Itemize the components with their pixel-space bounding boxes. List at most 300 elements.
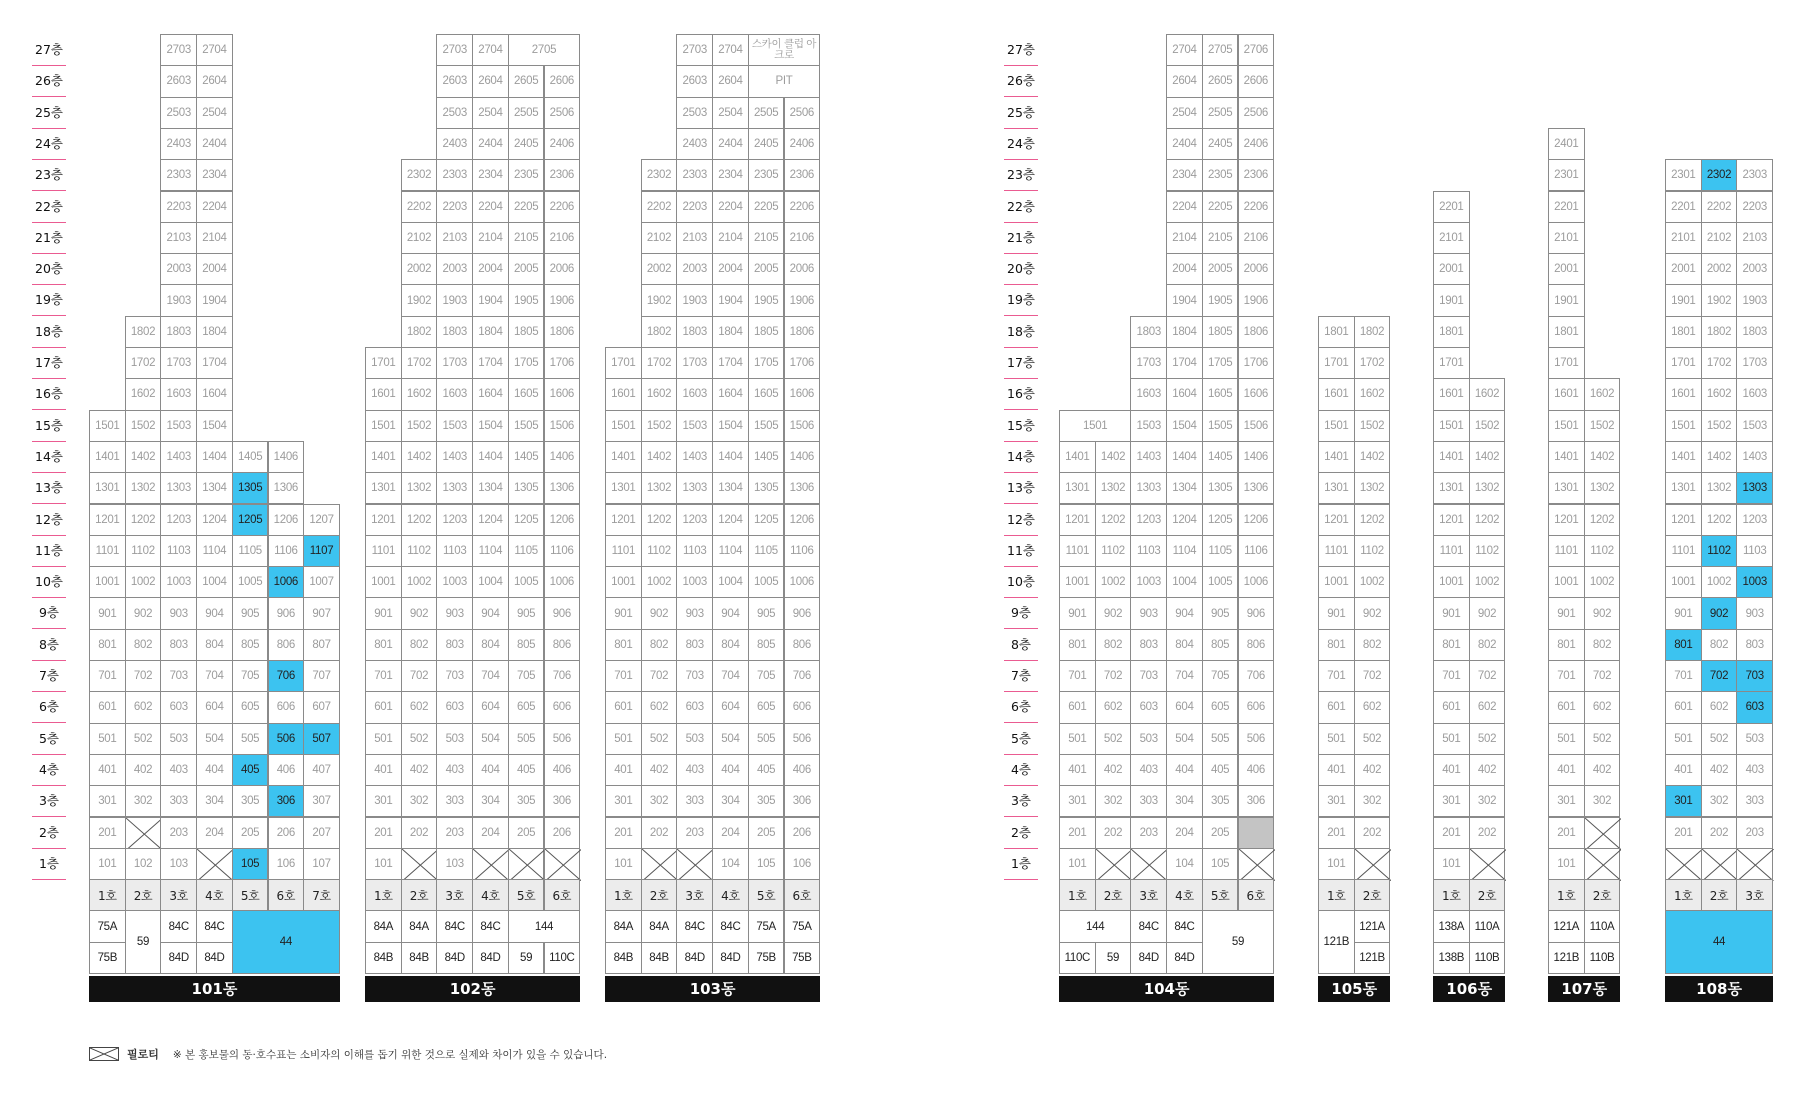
unit-cell[interactable]: 2106 [544, 222, 581, 254]
unit-cell[interactable]: 1901 [1665, 284, 1702, 316]
unit-cell[interactable]: 2704 [472, 34, 509, 66]
unit-cell[interactable]: 204 [196, 817, 233, 849]
unit-cell[interactable]: 101 [1318, 848, 1355, 880]
unit-cell[interactable]: 706 [784, 660, 821, 692]
unit-cell[interactable]: 904 [1166, 597, 1203, 629]
unit-cell[interactable]: 602 [1095, 691, 1132, 723]
unit-cell[interactable]: 1003 [436, 566, 473, 598]
unit-cell[interactable]: 902 [1095, 597, 1132, 629]
unit-cell[interactable]: 1104 [1166, 535, 1203, 567]
unit-cell[interactable]: 203 [436, 817, 473, 849]
unit-cell[interactable]: 2303 [1736, 159, 1773, 191]
unit-cell[interactable]: 1601 [605, 378, 642, 410]
unit-cell[interactable]: 901 [89, 597, 126, 629]
unit-cell[interactable]: 1304 [472, 472, 509, 504]
unit-cell[interactable]: 1704 [472, 347, 509, 379]
unit-cell[interactable]: 2101 [1665, 222, 1702, 254]
unit-cell[interactable]: 1701 [1318, 347, 1355, 379]
unit-cell[interactable]: 1203 [160, 504, 197, 536]
unit-cell[interactable]: 1102 [641, 535, 678, 567]
unit-cell[interactable]: 1202 [641, 504, 678, 536]
unit-cell[interactable]: 2404 [1166, 128, 1203, 160]
unit-cell[interactable]: 403 [160, 754, 197, 786]
unit-cell[interactable]: 701 [1548, 660, 1585, 692]
unit-cell[interactable]: 1306 [784, 472, 821, 504]
unit-cell[interactable]: 105 [232, 848, 269, 880]
unit-cell[interactable]: 301 [1548, 785, 1585, 817]
unit-cell[interactable]: 1701 [1433, 347, 1470, 379]
unit-cell[interactable]: 403 [1130, 754, 1167, 786]
unit-cell[interactable]: 907 [303, 597, 340, 629]
unit-cell[interactable]: 1005 [1202, 566, 1239, 598]
unit-cell[interactable]: 901 [1318, 597, 1355, 629]
unit-cell[interactable]: 701 [365, 660, 402, 692]
unit-cell[interactable]: 804 [712, 629, 749, 661]
unit-cell[interactable]: 803 [1130, 629, 1167, 661]
unit-cell[interactable]: 906 [268, 597, 305, 629]
unit-cell[interactable]: 1002 [641, 566, 678, 598]
unit-cell[interactable]: 805 [748, 629, 785, 661]
unit-cell[interactable]: 2106 [1238, 222, 1275, 254]
unit-cell[interactable]: 2506 [784, 97, 821, 129]
unit-cell[interactable]: 2003 [160, 253, 197, 285]
unit-cell[interactable]: 706 [1238, 660, 1275, 692]
unit-cell[interactable]: 2504 [196, 97, 233, 129]
unit-cell[interactable]: 1203 [1130, 504, 1167, 536]
unit-cell[interactable]: 1701 [1548, 347, 1585, 379]
unit-cell[interactable]: 1102 [1469, 535, 1506, 567]
unit-cell[interactable]: 705 [1202, 660, 1239, 692]
unit-cell[interactable]: 404 [1166, 754, 1203, 786]
unit-cell[interactable]: 1002 [401, 566, 438, 598]
unit-cell[interactable]: 1001 [365, 566, 402, 598]
unit-cell[interactable]: 1402 [401, 441, 438, 473]
unit-cell[interactable]: 507 [303, 723, 340, 755]
unit-cell[interactable]: 2005 [748, 253, 785, 285]
unit-cell[interactable]: 1202 [1095, 504, 1132, 536]
unit-cell[interactable]: 1505 [508, 410, 545, 442]
unit-cell[interactable]: 803 [436, 629, 473, 661]
unit-cell[interactable]: 1101 [1059, 535, 1096, 567]
unit-cell[interactable]: 2406 [784, 128, 821, 160]
unit-cell[interactable]: 207 [303, 817, 340, 849]
unit-cell[interactable]: 1701 [365, 347, 402, 379]
unit-cell[interactable]: 302 [1354, 785, 1391, 817]
unit-cell[interactable]: 1302 [1584, 472, 1621, 504]
unit-cell[interactable]: 2001 [1433, 253, 1470, 285]
unit-cell[interactable]: 2404 [472, 128, 509, 160]
unit-cell[interactable]: 1203 [436, 504, 473, 536]
unit-cell[interactable]: 802 [1354, 629, 1391, 661]
unit-cell[interactable]: 707 [303, 660, 340, 692]
unit-cell[interactable]: 701 [605, 660, 642, 692]
unit-cell[interactable]: 2305 [508, 159, 545, 191]
unit-cell[interactable]: 703 [1130, 660, 1167, 692]
unit-cell[interactable]: 201 [1665, 817, 1702, 849]
unit-cell[interactable]: 1703 [676, 347, 713, 379]
unit-cell[interactable]: 1201 [1433, 504, 1470, 536]
unit-cell[interactable]: 502 [1584, 723, 1621, 755]
unit-cell[interactable]: 1103 [676, 535, 713, 567]
unit-cell[interactable]: 902 [1701, 597, 1738, 629]
unit-cell[interactable]: 1504 [472, 410, 509, 442]
unit-cell[interactable]: 1303 [160, 472, 197, 504]
unit-cell[interactable]: 1805 [508, 316, 545, 348]
unit-cell[interactable]: 606 [544, 691, 581, 723]
unit-cell[interactable]: 1204 [712, 504, 749, 536]
unit-cell[interactable]: 1504 [712, 410, 749, 442]
unit-cell[interactable]: 403 [1736, 754, 1773, 786]
unit-cell[interactable]: 1105 [748, 535, 785, 567]
unit-cell[interactable]: 1304 [712, 472, 749, 504]
unit-cell[interactable]: 305 [1202, 785, 1239, 817]
unit-cell[interactable]: 2503 [436, 97, 473, 129]
unit-cell[interactable]: 2203 [160, 191, 197, 223]
unit-cell[interactable]: 2202 [401, 191, 438, 223]
unit-cell[interactable]: 701 [1665, 660, 1702, 692]
unit-cell[interactable]: 1002 [1354, 566, 1391, 598]
unit-cell[interactable]: 2604 [1166, 65, 1203, 97]
unit-cell[interactable]: 1303 [436, 472, 473, 504]
unit-cell[interactable]: 901 [1433, 597, 1470, 629]
unit-cell[interactable]: 2306 [1238, 159, 1275, 191]
unit-cell[interactable]: 203 [1130, 817, 1167, 849]
unit-cell[interactable]: 2603 [160, 65, 197, 97]
unit-cell[interactable]: 801 [1059, 629, 1096, 661]
unit-cell[interactable]: 2101 [1548, 222, 1585, 254]
unit-cell[interactable]: 1906 [784, 284, 821, 316]
unit-cell[interactable]: 105 [748, 848, 785, 880]
unit-cell[interactable]: 1006 [1238, 566, 1275, 598]
unit-cell[interactable]: 601 [1665, 691, 1702, 723]
unit-cell[interactable]: 404 [196, 754, 233, 786]
unit-cell[interactable]: 2203 [436, 191, 473, 223]
unit-cell[interactable]: 1602 [641, 378, 678, 410]
unit-cell[interactable]: 806 [1238, 629, 1275, 661]
unit-cell[interactable]: 1205 [232, 504, 269, 536]
unit-cell[interactable]: 503 [436, 723, 473, 755]
unit-cell[interactable]: 2704 [1166, 34, 1203, 66]
unit-cell[interactable]: 1202 [1701, 504, 1738, 536]
unit-cell[interactable]: 302 [125, 785, 162, 817]
unit-cell[interactable]: 902 [1354, 597, 1391, 629]
unit-cell[interactable]: 1001 [1433, 566, 1470, 598]
unit-cell[interactable]: 1801 [1548, 316, 1585, 348]
unit-cell[interactable]: 2002 [641, 253, 678, 285]
unit-cell[interactable]: 1804 [472, 316, 509, 348]
unit-cell[interactable]: 2706 [1238, 34, 1275, 66]
unit-cell[interactable]: 804 [196, 629, 233, 661]
unit-cell[interactable]: 1105 [232, 535, 269, 567]
unit-cell[interactable]: 201 [1548, 817, 1585, 849]
unit-cell[interactable]: 1106 [268, 535, 305, 567]
unit-cell[interactable]: 2003 [436, 253, 473, 285]
unit-cell[interactable]: 703 [160, 660, 197, 692]
unit-cell[interactable]: 404 [712, 754, 749, 786]
unit-cell[interactable]: 301 [365, 785, 402, 817]
unit-cell[interactable]: 406 [268, 754, 305, 786]
unit-cell[interactable]: 402 [1354, 754, 1391, 786]
unit-cell[interactable]: 301 [1318, 785, 1355, 817]
unit-cell[interactable]: 406 [544, 754, 581, 786]
unit-cell[interactable]: 901 [365, 597, 402, 629]
unit-cell[interactable]: 206 [784, 817, 821, 849]
unit-cell[interactable]: 1203 [676, 504, 713, 536]
unit-cell[interactable]: 601 [1548, 691, 1585, 723]
unit-cell[interactable]: 1107 [303, 535, 340, 567]
unit-cell[interactable]: 1202 [1584, 504, 1621, 536]
unit-cell[interactable]: 1904 [472, 284, 509, 316]
unit-cell[interactable]: 702 [1584, 660, 1621, 692]
unit-cell[interactable]: 1505 [748, 410, 785, 442]
unit-cell[interactable]: 406 [784, 754, 821, 786]
unit-cell[interactable]: 1604 [472, 378, 509, 410]
unit-cell[interactable]: 2703 [676, 34, 713, 66]
unit-cell[interactable]: 506 [784, 723, 821, 755]
unit-cell[interactable]: 304 [1166, 785, 1203, 817]
unit-cell[interactable]: 1202 [1469, 504, 1506, 536]
unit-cell[interactable]: 2405 [508, 128, 545, 160]
unit-cell[interactable]: 1301 [1433, 472, 1470, 504]
unit-cell[interactable]: 1904 [1166, 284, 1203, 316]
unit-cell[interactable]: 902 [1469, 597, 1506, 629]
unit-cell[interactable]: 1301 [365, 472, 402, 504]
unit-cell[interactable]: 1201 [89, 504, 126, 536]
unit-cell[interactable]: 1206 [784, 504, 821, 536]
unit-cell[interactable]: 402 [641, 754, 678, 786]
unit-cell[interactable]: 1502 [1701, 410, 1738, 442]
unit-cell[interactable]: 1803 [676, 316, 713, 348]
unit-cell[interactable]: 104 [712, 848, 749, 880]
unit-cell[interactable]: 504 [196, 723, 233, 755]
unit-cell[interactable]: 602 [1701, 691, 1738, 723]
unit-cell[interactable]: 706 [268, 660, 305, 692]
unit-cell[interactable]: 305 [508, 785, 545, 817]
unit-cell[interactable]: 1403 [1736, 441, 1773, 473]
unit-cell[interactable]: 1103 [160, 535, 197, 567]
unit-cell[interactable]: 607 [303, 691, 340, 723]
unit-cell[interactable]: 1101 [365, 535, 402, 567]
unit-cell[interactable]: 1506 [544, 410, 581, 442]
unit-cell[interactable]: 1605 [748, 378, 785, 410]
unit-cell[interactable]: 704 [1166, 660, 1203, 692]
unit-cell[interactable]: 601 [365, 691, 402, 723]
unit-cell[interactable]: 302 [641, 785, 678, 817]
unit-cell[interactable]: 303 [676, 785, 713, 817]
unit-cell[interactable]: 205 [508, 817, 545, 849]
unit-cell[interactable]: 2301 [1665, 159, 1702, 191]
unit-cell[interactable]: 1702 [1354, 347, 1391, 379]
unit-cell[interactable]: 1205 [1202, 504, 1239, 536]
unit-cell[interactable]: 2001 [1665, 253, 1702, 285]
unit-cell[interactable]: 1202 [125, 504, 162, 536]
unit-cell[interactable]: 1002 [1584, 566, 1621, 598]
unit-cell[interactable]: 805 [232, 629, 269, 661]
unit-cell[interactable]: 503 [1130, 723, 1167, 755]
unit-cell[interactable]: 905 [1202, 597, 1239, 629]
unit-cell[interactable]: 1103 [436, 535, 473, 567]
unit-cell[interactable]: 704 [196, 660, 233, 692]
unit-cell[interactable]: 1204 [196, 504, 233, 536]
unit-cell[interactable]: 1402 [1095, 441, 1132, 473]
unit-cell[interactable]: 2102 [401, 222, 438, 254]
unit-cell[interactable]: 2103 [676, 222, 713, 254]
unit-cell[interactable]: 806 [268, 629, 305, 661]
unit-cell[interactable]: 201 [605, 817, 642, 849]
unit-cell[interactable]: 1802 [641, 316, 678, 348]
unit-cell[interactable]: 702 [1701, 660, 1738, 692]
unit-cell[interactable]: 2504 [712, 97, 749, 129]
unit-cell[interactable]: 1207 [303, 504, 340, 536]
unit-cell[interactable]: 801 [89, 629, 126, 661]
unit-cell[interactable]: 1605 [508, 378, 545, 410]
unit-cell[interactable]: 2202 [641, 191, 678, 223]
unit-cell[interactable]: 2002 [401, 253, 438, 285]
unit-cell[interactable]: 504 [712, 723, 749, 755]
unit-cell[interactable]: 1206 [268, 504, 305, 536]
unit-cell[interactable]: 402 [125, 754, 162, 786]
unit-cell[interactable]: 2401 [1548, 128, 1585, 160]
unit-cell[interactable]: 1903 [1736, 284, 1773, 316]
unit-cell[interactable]: 602 [401, 691, 438, 723]
unit-cell[interactable]: 1602 [1354, 378, 1391, 410]
unit-cell[interactable]: 1901 [1433, 284, 1470, 316]
unit-cell[interactable]: 2204 [472, 191, 509, 223]
unit-cell[interactable]: 605 [232, 691, 269, 723]
unit-cell[interactable]: 1605 [1202, 378, 1239, 410]
unit-cell[interactable]: 1502 [1584, 410, 1621, 442]
unit-cell[interactable]: 206 [268, 817, 305, 849]
unit-cell[interactable]: 1803 [160, 316, 197, 348]
unit-cell[interactable]: 1206 [544, 504, 581, 536]
unit-cell[interactable]: 2102 [1701, 222, 1738, 254]
unit-cell[interactable]: 1402 [1469, 441, 1506, 473]
unit-cell[interactable]: 401 [1059, 754, 1096, 786]
unit-cell[interactable]: 402 [1469, 754, 1506, 786]
unit-cell[interactable]: 1001 [1548, 566, 1585, 598]
unit-cell[interactable]: 2506 [1238, 97, 1275, 129]
unit-cell[interactable]: 203 [160, 817, 197, 849]
unit-cell[interactable]: 1602 [1469, 378, 1506, 410]
unit-cell[interactable]: 2104 [472, 222, 509, 254]
unit-cell[interactable]: 901 [605, 597, 642, 629]
unit-cell[interactable]: 603 [676, 691, 713, 723]
unit-cell[interactable]: 602 [1354, 691, 1391, 723]
unit-cell[interactable]: 2606 [544, 65, 581, 97]
unit-cell[interactable]: 505 [748, 723, 785, 755]
unit-cell[interactable]: 1303 [1130, 472, 1167, 504]
unit-cell[interactable]: 1301 [89, 472, 126, 504]
unit-cell[interactable]: 1401 [365, 441, 402, 473]
unit-cell[interactable]: 1401 [1665, 441, 1702, 473]
unit-cell[interactable]: 1706 [784, 347, 821, 379]
unit-cell[interactable]: 1801 [1318, 316, 1355, 348]
unit-cell[interactable]: 806 [784, 629, 821, 661]
unit-cell[interactable]: 605 [1202, 691, 1239, 723]
unit-cell[interactable]: 2505 [508, 97, 545, 129]
unit-cell[interactable]: 101 [365, 848, 402, 880]
unit-cell[interactable]: 402 [1701, 754, 1738, 786]
unit-cell[interactable]: 1303 [1736, 472, 1773, 504]
unit-cell[interactable]: 702 [1354, 660, 1391, 692]
unit-cell[interactable]: 605 [508, 691, 545, 723]
unit-cell[interactable]: 601 [605, 691, 642, 723]
unit-cell[interactable]: 405 [748, 754, 785, 786]
unit-cell[interactable]: 603 [1736, 691, 1773, 723]
unit-cell[interactable]: 1402 [125, 441, 162, 473]
unit-cell[interactable]: 603 [436, 691, 473, 723]
unit-cell[interactable]: 2503 [160, 97, 197, 129]
unit-cell[interactable]: 403 [436, 754, 473, 786]
unit-cell[interactable]: 101 [1548, 848, 1585, 880]
unit-cell[interactable]: 1502 [1354, 410, 1391, 442]
unit-cell[interactable]: 1903 [676, 284, 713, 316]
unit-cell[interactable]: 1003 [676, 566, 713, 598]
unit-cell[interactable]: 204 [1166, 817, 1203, 849]
unit-cell[interactable]: 2102 [641, 222, 678, 254]
unit-cell[interactable]: 1802 [125, 316, 162, 348]
unit-cell[interactable]: 1701 [1665, 347, 1702, 379]
unit-cell[interactable]: 2303 [676, 159, 713, 191]
unit-cell[interactable]: 2302 [1701, 159, 1738, 191]
unit-cell[interactable]: 1001 [605, 566, 642, 598]
unit-cell[interactable]: 1604 [1166, 378, 1203, 410]
unit-cell[interactable]: 1005 [748, 566, 785, 598]
unit-cell[interactable]: 506 [1238, 723, 1275, 755]
unit-cell[interactable]: 2605 [1202, 65, 1239, 97]
unit-cell[interactable]: 1305 [508, 472, 545, 504]
unit-cell[interactable]: 2205 [748, 191, 785, 223]
unit-cell[interactable]: 2305 [1202, 159, 1239, 191]
unit-cell[interactable]: 502 [125, 723, 162, 755]
unit-cell[interactable]: 106 [268, 848, 305, 880]
unit-cell[interactable]: 2106 [784, 222, 821, 254]
unit-cell[interactable]: 1903 [436, 284, 473, 316]
unit-cell[interactable]: 107 [303, 848, 340, 880]
unit-cell[interactable]: 1205 [508, 504, 545, 536]
unit-cell[interactable]: 1405 [232, 441, 269, 473]
unit-cell[interactable]: 505 [1202, 723, 1239, 755]
unit-cell[interactable]: 402 [1584, 754, 1621, 786]
unit-cell[interactable]: 1101 [89, 535, 126, 567]
unit-cell[interactable]: 1003 [160, 566, 197, 598]
unit-cell[interactable]: 1703 [1736, 347, 1773, 379]
unit-cell[interactable]: 1403 [1130, 441, 1167, 473]
unit-cell[interactable]: 1202 [1354, 504, 1391, 536]
unit-cell[interactable]: 2605 [508, 65, 545, 97]
unit-cell[interactable]: 1004 [712, 566, 749, 598]
unit-cell[interactable]: 902 [125, 597, 162, 629]
unit-cell[interactable]: 1901 [1548, 284, 1585, 316]
unit-cell[interactable]: 801 [365, 629, 402, 661]
unit-cell[interactable]: 2104 [1166, 222, 1203, 254]
unit-cell[interactable]: 1405 [1202, 441, 1239, 473]
unit-cell[interactable]: 305 [232, 785, 269, 817]
unit-cell[interactable]: 2403 [436, 128, 473, 160]
unit-cell[interactable]: 505 [232, 723, 269, 755]
unit-cell[interactable]: 1006 [544, 566, 581, 598]
unit-cell[interactable]: 402 [401, 754, 438, 786]
unit-cell[interactable]: 602 [1469, 691, 1506, 723]
unit-cell[interactable]: 1703 [160, 347, 197, 379]
unit-cell[interactable]: 2005 [1202, 253, 1239, 285]
unit-cell[interactable]: 1001 [1665, 566, 1702, 598]
unit-cell[interactable]: 1402 [1584, 441, 1621, 473]
unit-cell[interactable]: 1703 [1130, 347, 1167, 379]
unit-cell[interactable]: 2206 [1238, 191, 1275, 223]
unit-cell[interactable]: 201 [89, 817, 126, 849]
unit-cell[interactable]: 103 [160, 848, 197, 880]
